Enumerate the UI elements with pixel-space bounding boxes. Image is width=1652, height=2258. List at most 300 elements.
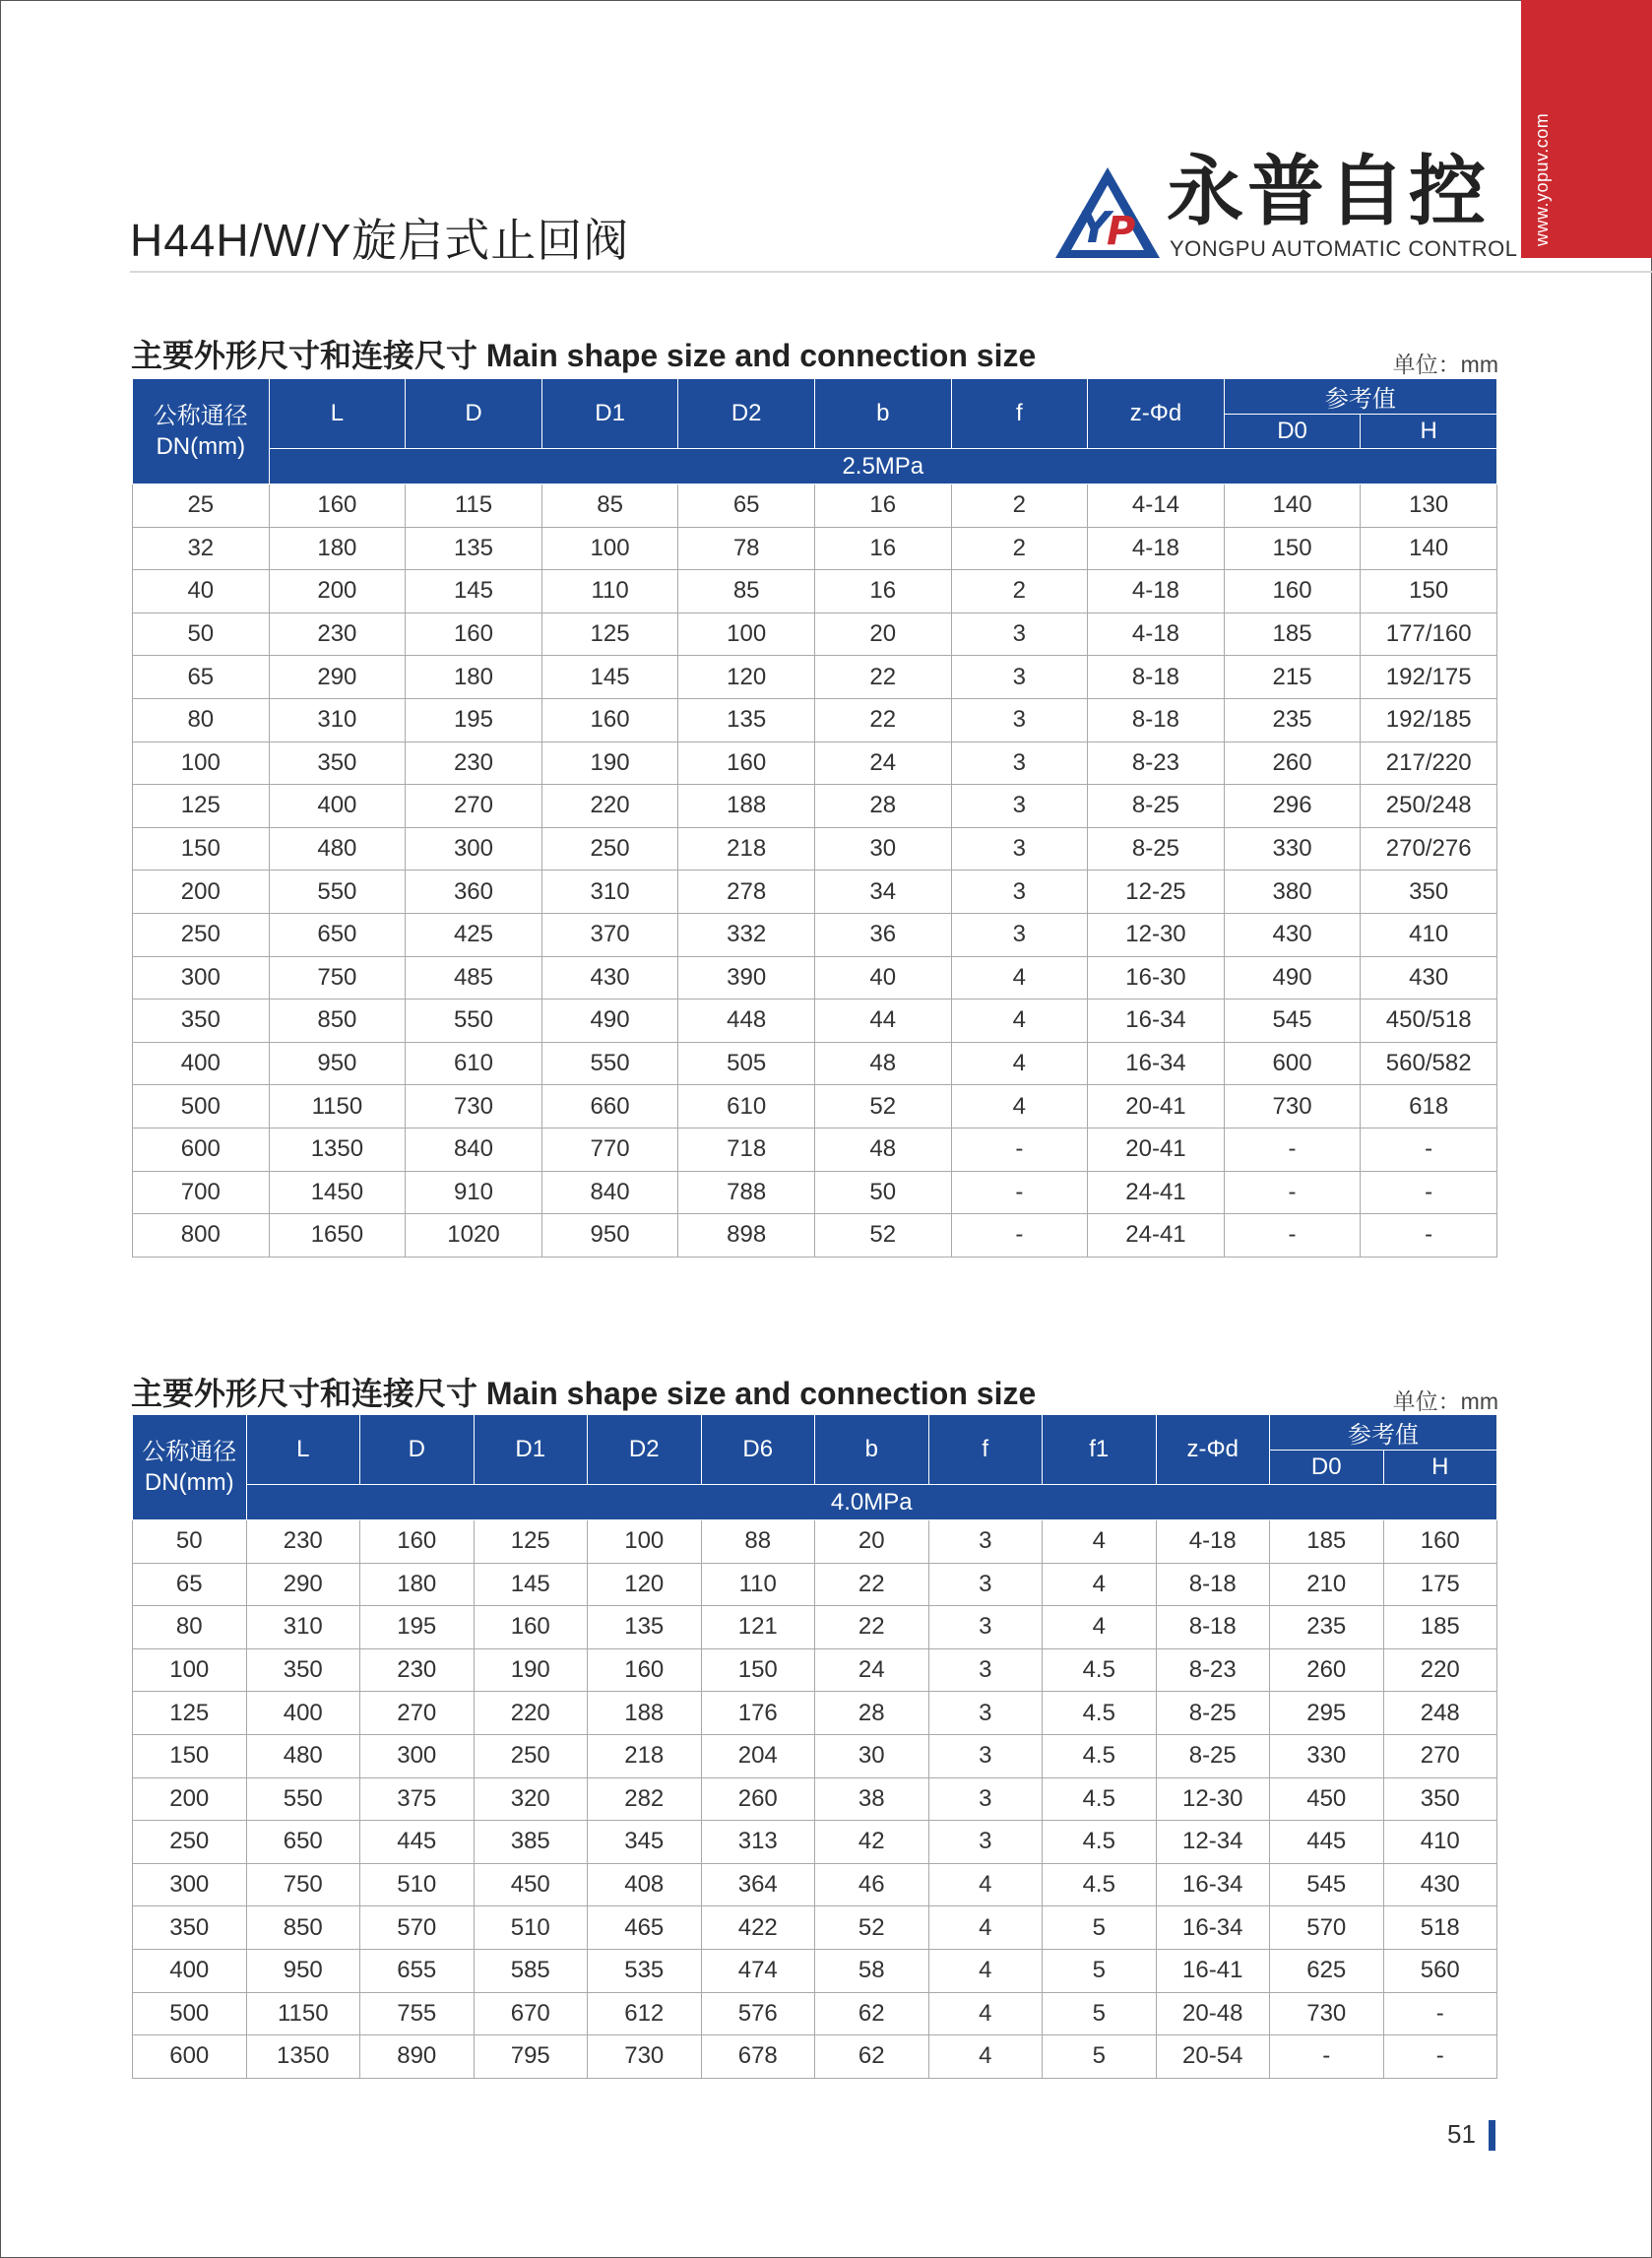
table-cell: 1450 xyxy=(269,1171,406,1214)
table-cell: 610 xyxy=(678,1085,815,1129)
table-cell: 450 xyxy=(1270,1777,1384,1821)
table-row xyxy=(133,1563,1497,1606)
reference-column-header: D0 xyxy=(1270,1451,1384,1485)
table-cell: 3 xyxy=(951,656,1088,699)
table-cell: 125 xyxy=(541,613,678,656)
table-cell: 718 xyxy=(678,1128,815,1171)
table-cell: 22 xyxy=(814,698,951,742)
table-cell: 3 xyxy=(951,742,1088,785)
table-cell: 300 xyxy=(360,1734,475,1777)
reference-column-header: H xyxy=(1383,1451,1497,1485)
column-header: z-Φd xyxy=(1156,1415,1270,1485)
table-cell: 898 xyxy=(678,1214,815,1258)
table-cell: 788 xyxy=(678,1171,815,1214)
table-row xyxy=(133,1863,1497,1906)
pressure-row xyxy=(133,1485,1497,1520)
dn-header: 公称通径 DN(mm) xyxy=(133,1415,247,1520)
table-cell: 730 xyxy=(1270,1992,1384,2035)
table-cell: 4 xyxy=(928,1949,1043,1992)
table-cell: 840 xyxy=(406,1128,542,1171)
table-cell: 330 xyxy=(1270,1734,1384,1777)
brand-name-en: YONGPU AUTOMATIC CONTROL xyxy=(1170,236,1518,261)
table-cell: 600 xyxy=(133,2035,247,2079)
table-cell: 4.5 xyxy=(1043,1821,1157,1864)
table-cell: 313 xyxy=(701,1821,815,1864)
table-cell: - xyxy=(1383,1992,1497,2035)
table-cell: 4 xyxy=(1043,1520,1157,1564)
table-cell: 4 xyxy=(928,2035,1043,2079)
table-cell: 176 xyxy=(701,1692,815,1735)
table-cell: 422 xyxy=(701,1906,815,1950)
table-cell: 550 xyxy=(541,1042,678,1085)
table-cell: 430 xyxy=(1383,1863,1497,1906)
table-cell: 510 xyxy=(474,1906,588,1950)
table-cell: 100 xyxy=(541,527,678,570)
table-cell: 296 xyxy=(1224,785,1361,828)
table-cell: 16-34 xyxy=(1088,1000,1225,1043)
table-cell: 550 xyxy=(269,871,406,914)
table-cell: 278 xyxy=(678,871,815,914)
table-cell: 505 xyxy=(678,1042,815,1085)
table-cell: 485 xyxy=(406,956,542,1000)
table-cell: 12-25 xyxy=(1088,871,1225,914)
table-cell: - xyxy=(1224,1214,1361,1258)
website-label: www.yopuv.com xyxy=(1532,112,1552,246)
table-cell: - xyxy=(1270,2035,1384,2079)
table-cell: 730 xyxy=(406,1085,542,1129)
table-cell: 560 xyxy=(1383,1949,1497,1992)
table-cell: 16-34 xyxy=(1088,1042,1225,1085)
table-cell: 1150 xyxy=(246,1992,360,2035)
table-cell: 3 xyxy=(951,698,1088,742)
table-cell: 200 xyxy=(269,570,406,613)
table-cell: 750 xyxy=(269,956,406,1000)
table-cell: 3 xyxy=(951,613,1088,656)
table-cell: 65 xyxy=(133,656,270,699)
table-cell: 22 xyxy=(815,1563,929,1606)
table-cell: 310 xyxy=(269,698,406,742)
table-row xyxy=(133,827,1497,871)
table-cell: - xyxy=(1361,1214,1497,1258)
table-cell: 62 xyxy=(815,1992,929,2035)
table-cell: 4 xyxy=(951,1085,1088,1129)
table-cell: 448 xyxy=(678,1000,815,1043)
table-cell: 52 xyxy=(814,1085,951,1129)
table-cell: 8-25 xyxy=(1156,1734,1270,1777)
table-cell: 380 xyxy=(1224,871,1361,914)
table-cell: 44 xyxy=(814,1000,951,1043)
table-cell: 618 xyxy=(1361,1085,1497,1129)
table-cell: 185 xyxy=(1270,1520,1384,1564)
table-cell: 840 xyxy=(541,1171,678,1214)
table-cell: 145 xyxy=(541,656,678,699)
table-cell: 4-18 xyxy=(1088,527,1225,570)
table-cell: 50 xyxy=(133,1520,247,1564)
table-cell: 480 xyxy=(269,827,406,871)
table-cell: 52 xyxy=(815,1906,929,1950)
table-cell: 445 xyxy=(360,1821,475,1864)
table-row xyxy=(133,1734,1497,1777)
table-cell: 8-18 xyxy=(1088,698,1225,742)
unit-label-4-0mpa: 单位：mm xyxy=(1392,1388,1498,1414)
table-cell: 430 xyxy=(1361,956,1497,1000)
table-cell: 1020 xyxy=(406,1214,542,1258)
table-cell: 160 xyxy=(541,698,678,742)
table-cell: 185 xyxy=(1224,613,1361,656)
table-cell: 320 xyxy=(474,1777,588,1821)
table-cell: 350 xyxy=(246,1648,360,1692)
table-cell: 290 xyxy=(246,1563,360,1606)
table-cell: 500 xyxy=(133,1992,247,2035)
table-cell: 5 xyxy=(1043,1906,1157,1950)
table-row xyxy=(133,1000,1497,1043)
table-cell: 85 xyxy=(541,484,678,528)
table-cell: 20-54 xyxy=(1156,2035,1270,2079)
column-header: f xyxy=(951,379,1088,449)
table-cell: 24 xyxy=(814,742,951,785)
table-row xyxy=(133,1949,1497,1992)
table-cell: 4 xyxy=(951,956,1088,1000)
table-cell: 360 xyxy=(406,871,542,914)
table-row xyxy=(133,1606,1497,1649)
table-cell: 217/220 xyxy=(1361,742,1497,785)
table-cell: 100 xyxy=(588,1520,702,1564)
table-cell: 230 xyxy=(360,1648,475,1692)
table-cell: 250 xyxy=(541,827,678,871)
spec-table-4-0mpa xyxy=(132,1414,1497,2079)
table-cell: 250 xyxy=(133,1821,247,1864)
table-cell: 260 xyxy=(1224,742,1361,785)
table-cell: 65 xyxy=(678,484,815,528)
table-cell: 50 xyxy=(814,1171,951,1214)
table-row xyxy=(133,656,1497,699)
table-cell: 560/582 xyxy=(1361,1042,1497,1085)
table-cell: 145 xyxy=(474,1563,588,1606)
table-cell: 730 xyxy=(588,2035,702,2079)
table-cell: 1650 xyxy=(269,1214,406,1258)
table-cell: 3 xyxy=(928,1777,1043,1821)
table-cell: 4-18 xyxy=(1156,1520,1270,1564)
table-cell: 8-23 xyxy=(1156,1648,1270,1692)
table-cell: 16-34 xyxy=(1156,1906,1270,1950)
table-cell: 4 xyxy=(951,1000,1088,1043)
table-cell: 110 xyxy=(541,570,678,613)
table-cell: 28 xyxy=(814,785,951,828)
table-row xyxy=(133,1648,1497,1692)
table-cell: 48 xyxy=(814,1128,951,1171)
table-cell: 474 xyxy=(701,1949,815,1992)
table-cell: 3 xyxy=(928,1563,1043,1606)
table-cell: 2 xyxy=(951,570,1088,613)
table-cell: 1150 xyxy=(269,1085,406,1129)
table-cell: 300 xyxy=(133,956,270,1000)
table-cell: 3 xyxy=(928,1648,1043,1692)
table-cell: 22 xyxy=(814,656,951,699)
table-cell: 270 xyxy=(1383,1734,1497,1777)
table-cell: 950 xyxy=(246,1949,360,1992)
table-row xyxy=(133,1520,1497,1564)
table-cell: 22 xyxy=(815,1606,929,1649)
table-cell: 150 xyxy=(133,827,270,871)
table-cell: 20 xyxy=(814,613,951,656)
table-cell: 190 xyxy=(541,742,678,785)
page-number: 51 xyxy=(1447,2119,1476,2149)
table-cell: 332 xyxy=(678,913,815,956)
table-cell: 585 xyxy=(474,1949,588,1992)
table-cell: 465 xyxy=(588,1906,702,1950)
table-cell: 350 xyxy=(1361,871,1497,914)
table-cell: 4 xyxy=(1043,1563,1157,1606)
table-cell: - xyxy=(1361,1171,1497,1214)
table-cell: - xyxy=(951,1171,1088,1214)
table-row xyxy=(133,1692,1497,1735)
table-cell: 425 xyxy=(406,913,542,956)
table-cell: 350 xyxy=(1383,1777,1497,1821)
table-cell: 282 xyxy=(588,1777,702,1821)
table-cell: 3 xyxy=(951,913,1088,956)
table-cell: 450/518 xyxy=(1361,1000,1497,1043)
table-cell: 408 xyxy=(588,1863,702,1906)
table-cell: 390 xyxy=(678,956,815,1000)
table-cell: 250 xyxy=(133,913,270,956)
table-cell: 180 xyxy=(360,1563,475,1606)
table-cell: 600 xyxy=(133,1128,270,1171)
table-cell: 700 xyxy=(133,1171,270,1214)
table-cell: 570 xyxy=(360,1906,475,1950)
column-header: D2 xyxy=(588,1415,702,1485)
table-cell: 100 xyxy=(133,742,270,785)
table-cell: 3 xyxy=(928,1520,1043,1564)
table-cell: 400 xyxy=(133,1949,247,1992)
table-cell: 480 xyxy=(246,1734,360,1777)
table-row xyxy=(133,1214,1497,1258)
dn-header: 公称通径 DN(mm) xyxy=(133,379,270,484)
table-cell: 310 xyxy=(541,871,678,914)
table-cell: 330 xyxy=(1224,827,1361,871)
table-cell: 140 xyxy=(1224,484,1361,528)
table-cell: 8-18 xyxy=(1156,1563,1270,1606)
svg-text:Y: Y xyxy=(1079,203,1111,253)
table-cell: 350 xyxy=(269,742,406,785)
table-cell: 660 xyxy=(541,1085,678,1129)
column-header: b xyxy=(815,1415,929,1485)
table-cell: 36 xyxy=(814,913,951,956)
table-cell: 12-30 xyxy=(1156,1777,1270,1821)
table-cell: 510 xyxy=(360,1863,475,1906)
page-title: H44H/W/Y旋启式止回阀 xyxy=(130,215,630,266)
table-cell: 160 xyxy=(1383,1520,1497,1564)
table-cell: 4.5 xyxy=(1043,1648,1157,1692)
table-row xyxy=(133,570,1497,613)
table-cell: 3 xyxy=(951,871,1088,914)
table-cell: 8-18 xyxy=(1088,656,1225,699)
brand-name-cn: 永普自控 xyxy=(1167,148,1491,236)
table-cell: 8-23 xyxy=(1088,742,1225,785)
table-row xyxy=(133,1777,1497,1821)
table-cell: 310 xyxy=(246,1606,360,1649)
table-cell: 5 xyxy=(1043,1949,1157,1992)
table-cell: 150 xyxy=(1224,527,1361,570)
table-cell: 248 xyxy=(1383,1692,1497,1735)
table-cell: 576 xyxy=(701,1992,815,2035)
table-cell: 4-14 xyxy=(1088,484,1225,528)
table-cell: 570 xyxy=(1270,1906,1384,1950)
table-cell: 160 xyxy=(360,1520,475,1564)
table-cell: 145 xyxy=(406,570,542,613)
table-cell: 800 xyxy=(133,1214,270,1258)
table-cell: 40 xyxy=(814,956,951,1000)
table-cell: 120 xyxy=(678,656,815,699)
table-cell: 30 xyxy=(814,827,951,871)
table-cell: - xyxy=(1361,1128,1497,1171)
section-heading-4-0mpa: 主要外形尺寸和连接尺寸 Main shape size and connection size xyxy=(131,1376,1037,1411)
table-row xyxy=(133,613,1497,656)
table-cell: 150 xyxy=(701,1648,815,1692)
table-cell: 230 xyxy=(269,613,406,656)
table-row xyxy=(133,2035,1497,2079)
table-cell: 20-41 xyxy=(1088,1085,1225,1129)
table-cell: 185 xyxy=(1383,1606,1497,1649)
table-cell: 12-34 xyxy=(1156,1821,1270,1864)
table-cell: 400 xyxy=(246,1692,360,1735)
table-cell: 235 xyxy=(1270,1606,1384,1649)
table-cell: 24 xyxy=(815,1648,929,1692)
table-cell: 24-41 xyxy=(1088,1171,1225,1214)
column-header: D1 xyxy=(541,379,678,449)
table-cell: 190 xyxy=(474,1648,588,1692)
table-cell: 450 xyxy=(474,1863,588,1906)
table-cell: 160 xyxy=(588,1648,702,1692)
table-cell: 3 xyxy=(928,1734,1043,1777)
table-cell: 125 xyxy=(133,785,270,828)
table-row xyxy=(133,956,1497,1000)
table-cell: 4-18 xyxy=(1088,570,1225,613)
table-cell: 410 xyxy=(1383,1821,1497,1864)
table-cell: 850 xyxy=(269,1000,406,1043)
table-cell: 770 xyxy=(541,1128,678,1171)
table-cell: 4 xyxy=(928,1992,1043,2035)
table-cell: 678 xyxy=(701,2035,815,2079)
table-cell: 490 xyxy=(1224,956,1361,1000)
table-cell: 550 xyxy=(246,1777,360,1821)
table-cell: 20-48 xyxy=(1156,1992,1270,2035)
table-cell: 30 xyxy=(815,1734,929,1777)
table-cell: 204 xyxy=(701,1734,815,1777)
table-cell: 545 xyxy=(1224,1000,1361,1043)
table-cell: 445 xyxy=(1270,1821,1384,1864)
table-cell: - xyxy=(1224,1128,1361,1171)
column-header: D2 xyxy=(678,379,815,449)
table-cell: 110 xyxy=(701,1563,815,1606)
table-cell: 4 xyxy=(951,1042,1088,1085)
table-cell: 4.5 xyxy=(1043,1734,1157,1777)
table-cell: 890 xyxy=(360,2035,475,2079)
table-row xyxy=(133,1042,1497,1085)
table-cell: 135 xyxy=(678,698,815,742)
table-cell: 600 xyxy=(1224,1042,1361,1085)
table-cell: 48 xyxy=(814,1042,951,1085)
table-cell: 125 xyxy=(474,1520,588,1564)
table-cell: 260 xyxy=(1270,1648,1384,1692)
column-header: D xyxy=(360,1415,475,1485)
table-cell: 80 xyxy=(133,1606,247,1649)
reference-column-header: D0 xyxy=(1224,415,1361,449)
table-cell: 3 xyxy=(928,1821,1043,1864)
table-cell: 16-30 xyxy=(1088,956,1225,1000)
column-header: L xyxy=(246,1415,360,1485)
table-cell: 135 xyxy=(406,527,542,570)
table-cell: 750 xyxy=(246,1863,360,1906)
table-cell: 40 xyxy=(133,570,270,613)
table-cell: 385 xyxy=(474,1821,588,1864)
table-row xyxy=(133,871,1497,914)
header-row xyxy=(133,379,1497,415)
table-cell: 270/276 xyxy=(1361,827,1497,871)
table-cell: 192/175 xyxy=(1361,656,1497,699)
table-cell: 3 xyxy=(928,1606,1043,1649)
table-cell: 3 xyxy=(951,785,1088,828)
table-cell: 230 xyxy=(246,1520,360,1564)
table-cell: 500 xyxy=(133,1085,270,1129)
table-cell: 655 xyxy=(360,1949,475,1992)
table-cell: 550 xyxy=(406,1000,542,1043)
table-cell: 218 xyxy=(678,827,815,871)
table-cell: 160 xyxy=(406,613,542,656)
table-cell: 80 xyxy=(133,698,270,742)
table-cell: 220 xyxy=(1383,1648,1497,1692)
table-cell: 5 xyxy=(1043,1992,1157,2035)
table-cell: 200 xyxy=(133,871,270,914)
table-cell: 950 xyxy=(269,1042,406,1085)
table-cell: 650 xyxy=(269,913,406,956)
table-cell: 250/248 xyxy=(1361,785,1497,828)
table-cell: 140 xyxy=(1361,527,1497,570)
table-cell: 34 xyxy=(814,871,951,914)
table-cell: - xyxy=(1383,2035,1497,2079)
table-cell: 58 xyxy=(815,1949,929,1992)
table-cell: 120 xyxy=(588,1563,702,1606)
table-cell: 160 xyxy=(269,484,406,528)
table-cell: 400 xyxy=(133,1042,270,1085)
table-cell: 130 xyxy=(1361,484,1497,528)
table-cell: 175 xyxy=(1383,1563,1497,1606)
table-row xyxy=(133,1171,1497,1214)
column-header: f xyxy=(928,1415,1043,1485)
table-cell: - xyxy=(1224,1171,1361,1214)
header-row xyxy=(133,1415,1497,1451)
table-cell: 218 xyxy=(588,1734,702,1777)
table-cell: 795 xyxy=(474,2035,588,2079)
table-cell: 115 xyxy=(406,484,542,528)
table-cell: 650 xyxy=(246,1821,360,1864)
spec-table-2-5mpa xyxy=(132,378,1497,1258)
table-cell: 62 xyxy=(815,2035,929,2079)
table-cell: 260 xyxy=(701,1777,815,1821)
table-cell: - xyxy=(951,1128,1088,1171)
table-cell: 518 xyxy=(1383,1906,1497,1950)
table-row xyxy=(133,1906,1497,1950)
table-cell: 730 xyxy=(1224,1085,1361,1129)
table-cell: 188 xyxy=(588,1692,702,1735)
table-row xyxy=(133,698,1497,742)
table-cell: 300 xyxy=(406,827,542,871)
unit-label-2-5mpa: 单位：mm xyxy=(1392,352,1498,377)
table-cell: 16 xyxy=(814,527,951,570)
table-cell: 135 xyxy=(588,1606,702,1649)
table-cell: 16 xyxy=(814,484,951,528)
table-cell: 88 xyxy=(701,1520,815,1564)
table-cell: 290 xyxy=(269,656,406,699)
